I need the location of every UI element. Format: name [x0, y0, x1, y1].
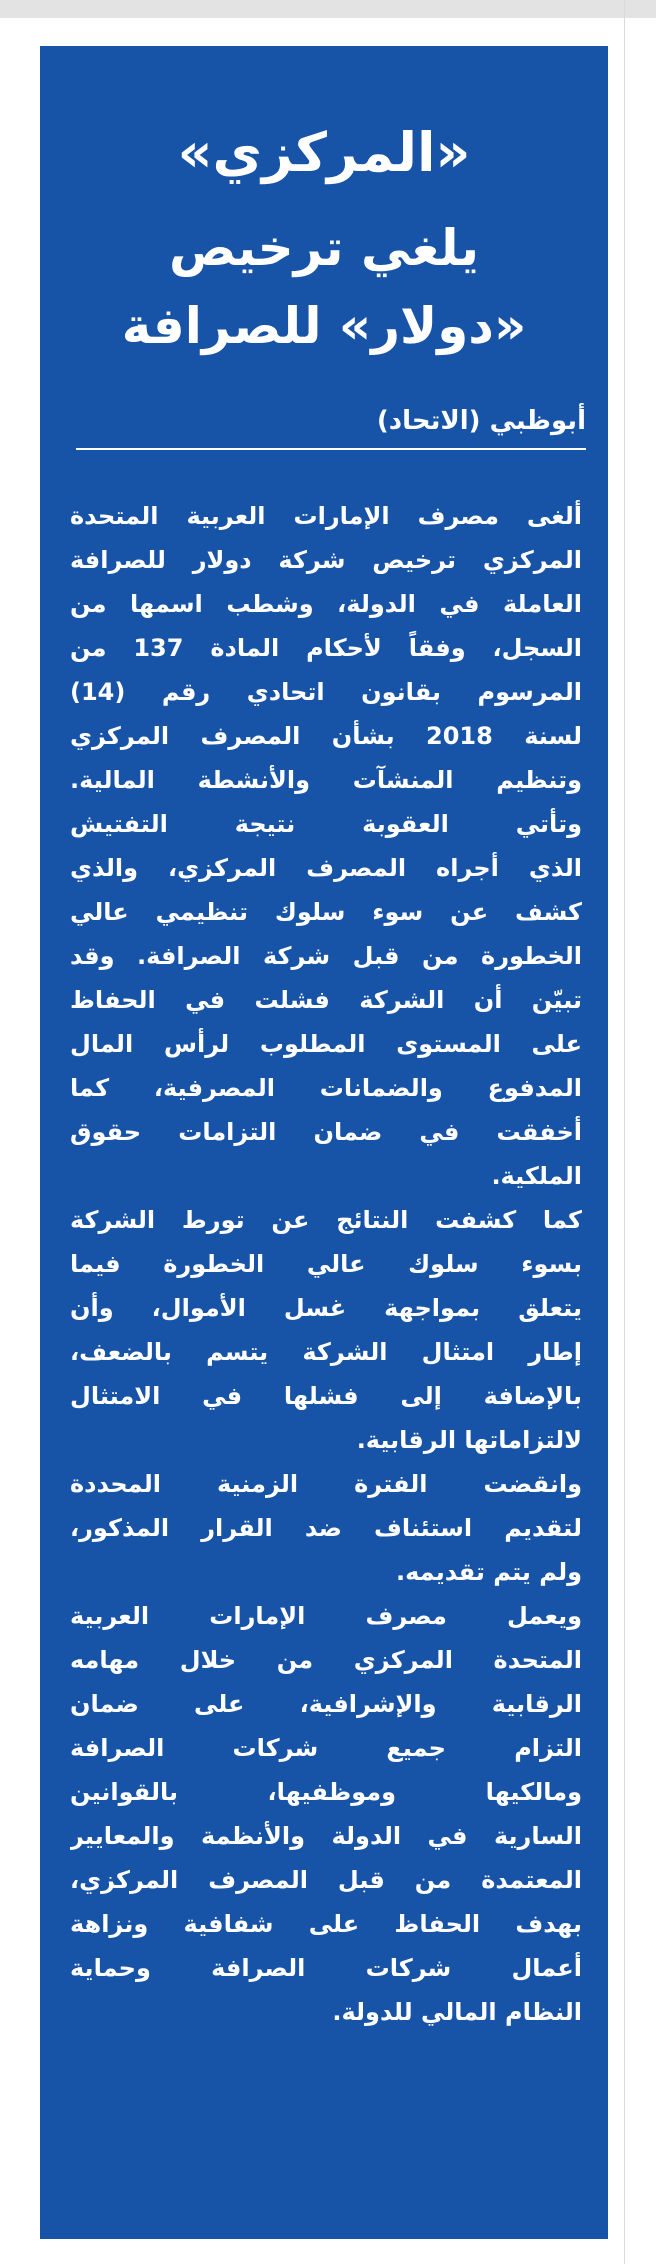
body-line: على المستوى المطلوب لرأس المال — [70, 1030, 582, 1058]
body-line: السجل، وفقاً لأحكام المادة 137 من — [70, 634, 582, 662]
body-line: كشف عن سوء سلوك تنظيمي عالي — [70, 898, 582, 926]
body-line: المتحدة المركزي من خلال مهامه — [70, 1646, 582, 1674]
body-line: المركزي ترخيص شركة دولار للصرافة — [70, 546, 582, 574]
body-line: المرسوم بقانون اتحادي رقم (14) — [70, 678, 582, 706]
body-line: أعمال شركات الصرافة وحماية — [70, 1954, 582, 1982]
body-line: ولم يتم تقديمه. — [395, 1558, 582, 1586]
body-line: وتنظيم المنشآت والأنشطة المالية. — [70, 766, 582, 794]
body-line: أخفقت في ضمان التزامات حقوق — [70, 1118, 582, 1146]
body-line: بهدف الحفاظ على شفافية ونزاهة — [70, 1910, 582, 1938]
body-line: إطار امتثال الشركة يتسم بالضعف، — [70, 1338, 582, 1366]
body-line: المعتمدة من قبل المصرف المركزي، — [70, 1866, 582, 1894]
headline-line-1: «المركزي» — [177, 121, 471, 184]
body-line: الملكية. — [491, 1162, 582, 1190]
body-line: الخطورة من قبل شركة الصرافة. وقد — [70, 942, 582, 970]
headline-line-2: يلغي ترخيص — [169, 219, 479, 277]
column-divider — [624, 0, 625, 2264]
body-line: الذي أجراه المصرف المركزي، والذي — [70, 854, 582, 882]
body-line: لتقديم استئناف ضد القرار المذكور، — [70, 1514, 582, 1542]
dateline-rule — [76, 448, 586, 450]
body-line: يتعلق بمواجهة غسل الأموال، وأن — [70, 1294, 582, 1322]
body-line: وانقضت الفترة الزمنية المحددة — [70, 1470, 582, 1498]
body-line: النظام المالي للدولة. — [332, 1998, 582, 2026]
article-body — [70, 494, 582, 2034]
body-line: وتأتي العقوبة نتيجة التفتيش — [70, 810, 582, 838]
body-line: لسنة 2018 بشأن المصرف المركزي — [70, 722, 582, 750]
body-line: العاملة في الدولة، وشطب اسمها من — [70, 590, 582, 618]
body-line: ومالكيها وموظفيها، بالقوانين — [70, 1778, 582, 1806]
news-panel — [40, 46, 608, 2239]
body-line: بالإضافة إلى فشلها في الامتثال — [70, 1382, 582, 1410]
body-line: لالتزاماتها الرقابية. — [356, 1426, 582, 1454]
body-line: كما كشفت النتائج عن تورط الشركة — [70, 1206, 582, 1234]
body-line: التزام جميع شركات الصرافة — [70, 1734, 582, 1762]
body-line: ألغى مصرف الإمارات العربية المتحدة — [70, 502, 582, 530]
body-line: بسوء سلوك عالي الخطورة فيما — [70, 1250, 582, 1278]
dateline: أبوظبي (الاتحاد) — [376, 406, 586, 436]
top-strip — [0, 0, 656, 18]
body-line: تبيّن أن الشركة فشلت في الحفاظ — [70, 986, 582, 1014]
body-line: الرقابية والإشرافية، على ضمان — [70, 1690, 582, 1718]
body-line: السارية في الدولة والأنظمة والمعايير — [70, 1822, 582, 1850]
headline-line-3: «دولار» للصرافة — [121, 297, 527, 355]
body-line: المدفوع والضمانات المصرفية، كما — [70, 1074, 582, 1102]
body-line: ويعمل مصرف الإمارات العربية — [70, 1602, 582, 1630]
